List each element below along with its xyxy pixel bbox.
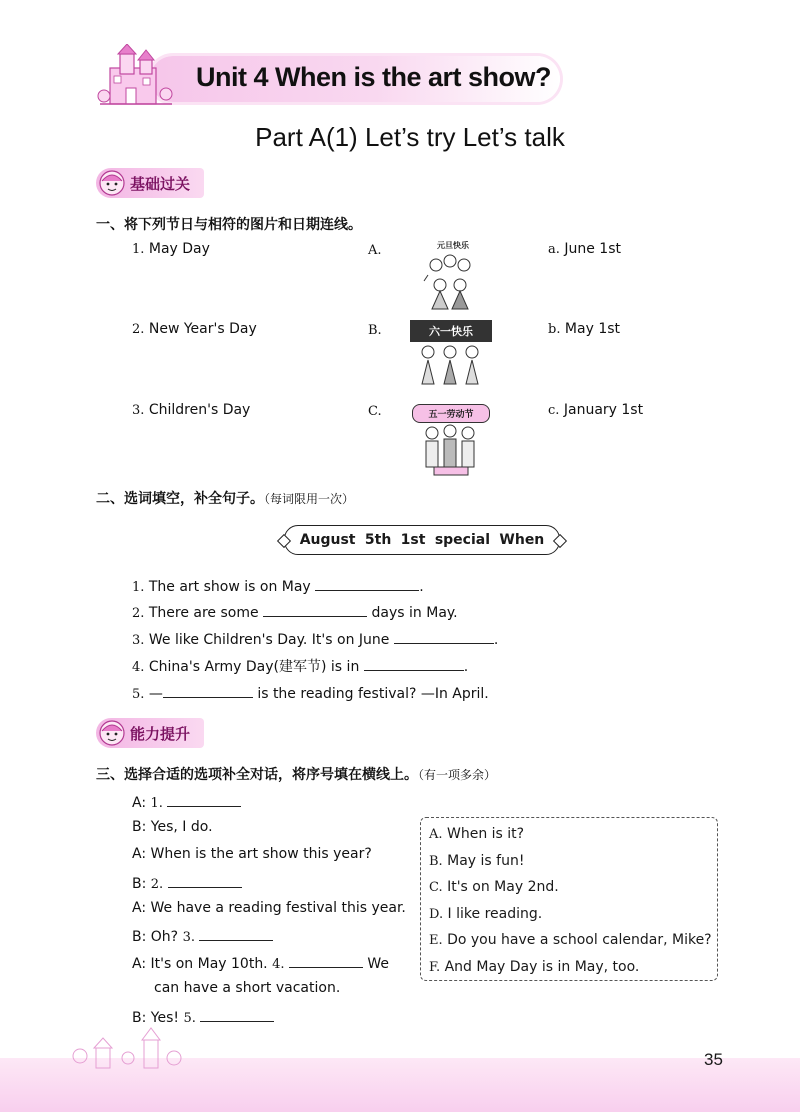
answer-blank[interactable] [167, 792, 241, 807]
dialogue-line: A: 1. [132, 792, 241, 811]
q1-item-2: 2. New Year's Day [132, 321, 257, 337]
q1-item-1: 1. May Day [132, 241, 210, 257]
q2-sentence-1: 1. The art show is on May . [132, 576, 424, 595]
section-tag-advanced [96, 718, 204, 748]
question-3-heading: 三、选择合适的选项补全对话，将序号填在横线上。（有一项多余） [96, 767, 497, 783]
option-item: C. It's on May 2nd. [429, 879, 559, 895]
option-item: A. When is it? [429, 826, 525, 842]
q1-date-b: b. May 1st [548, 321, 621, 337]
answer-blank[interactable] [199, 926, 273, 941]
option-item: E. Do you have a school calendar, Mike? [429, 932, 712, 948]
dialogue-line: B: Yes, I do. [132, 819, 213, 835]
word-bank-word: 1st [400, 532, 426, 548]
children-group-icon [410, 342, 492, 386]
answer-blank[interactable] [315, 576, 419, 591]
section-tag-label: 能力提升 [130, 724, 191, 743]
picture-childrens-day [410, 320, 492, 392]
question-3-note: （有一项多余） [418, 768, 497, 782]
word-bank-word: August [299, 532, 356, 548]
dialogue-line-continued: can have a short vacation. [154, 980, 341, 996]
workers-group-icon [412, 423, 490, 477]
picture-caption: 元旦快乐 [437, 241, 469, 250]
word-bank-word: 5th [364, 532, 392, 548]
dialogue-line: B: 2. [132, 873, 242, 892]
question-2-heading: 二、选词填空，补全句子。（每词限用一次） [96, 491, 355, 507]
answer-blank[interactable] [394, 629, 494, 644]
option-item: D. I like reading. [429, 906, 543, 922]
answer-blank[interactable] [263, 602, 367, 617]
answer-blank[interactable] [289, 953, 363, 968]
word-bank-word: special [434, 532, 491, 548]
q2-sentence-2: 2. There are some days in May. [132, 602, 458, 621]
question-1-heading: 一、将下列节日与相符的图片和日期连线。 [96, 217, 362, 233]
answer-blank[interactable] [163, 683, 253, 698]
picture-may-day [412, 404, 490, 476]
dialogue-line: A: When is the art show this year? [132, 846, 372, 862]
question-2-note: （每词限用一次） [264, 492, 355, 506]
dialogue-line: A: We have a reading festival this year. [132, 900, 406, 916]
unit-title: Unit 4 When is the art show? [196, 62, 552, 92]
q1-date-c: c. January 1st [548, 402, 644, 418]
picture-caption: 五一劳动节 [412, 404, 490, 423]
answer-blank[interactable] [200, 1007, 274, 1022]
section-tag-label: 基础过关 [130, 174, 191, 193]
word-bank [284, 525, 560, 555]
picture-new-year [416, 240, 490, 312]
dialogue-line: A: It's on May 10th. 4. We [132, 953, 389, 972]
q1-item-3: 3. Children's Day [132, 402, 251, 418]
part-title: Part A(1) Let’s try Let’s talk [255, 122, 565, 152]
options-box [420, 817, 718, 981]
picture-caption: 六一快乐 [410, 320, 492, 342]
q2-sentence-3: 3. We like Children's Day. It's on June . [132, 629, 498, 648]
q1-pic-letter-c: C. [368, 404, 382, 419]
dialogue-line: B: Oh? 3. [132, 926, 273, 945]
celebrating-kids-icon [416, 251, 490, 313]
q2-sentence-4: 4. China's Army Day(建军节) is in . [132, 656, 468, 676]
q1-pic-letter-a: A. [368, 243, 382, 258]
section-tag-basic [96, 168, 204, 198]
castle-icon [96, 44, 176, 110]
option-item: B. May is fun! [429, 853, 525, 869]
kid-face-icon [98, 719, 126, 747]
page-number: 35 [704, 1050, 723, 1069]
answer-blank[interactable] [364, 656, 464, 671]
kid-face-icon [98, 169, 126, 197]
q1-pic-letter-b: B. [368, 323, 382, 338]
word-bank-word: When [499, 532, 545, 548]
answer-blank[interactable] [168, 873, 242, 888]
q2-sentence-5: 5. — is the reading festival? —In April. [132, 683, 489, 702]
dialogue-line: B: Yes! 5. [132, 1007, 274, 1026]
town-doodle-icon [70, 1026, 190, 1070]
option-item: F. And May Day is in May, too. [429, 959, 640, 975]
q1-date-a: a. June 1st [548, 241, 621, 257]
